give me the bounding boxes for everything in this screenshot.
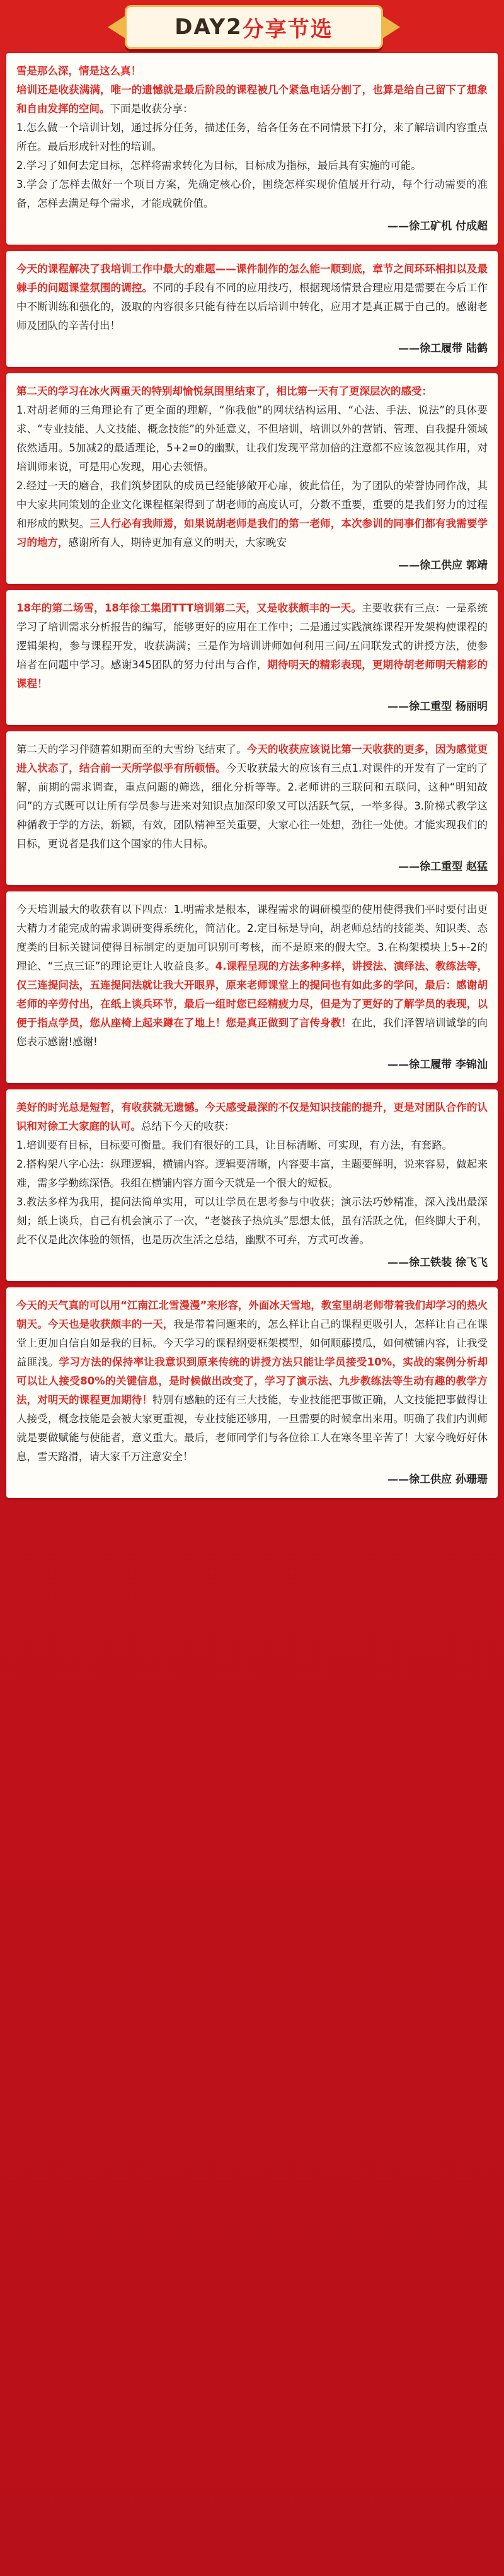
share-card-3 (6, 373, 498, 584)
card-5-lead: 今天的收获应该说比第一天收获的更多，因为感觉更进入状态了，结合前一天所学似乎有所顿悟。 (16, 743, 488, 774)
card-1-item-1: 1.怎么做一个培训计划，通过拆分任务，描述任务，给各任务在不同情景下打分，来了解培训内容重点所在。最后形成针对性的培训。 (16, 122, 488, 153)
share-card-5 (6, 731, 498, 885)
card-6-signature: ——徐工履带 李锦汕 (387, 1059, 488, 1071)
share-card-2 (6, 251, 498, 367)
card-3-item-1: 1.对胡老师的三角理论有了更全面的理解，“你我他”的网状结构运用、“心法、手法、说法”的具体要求、“专业技能、人文技能、概念技能”的外延意义，不但培训，培训以外的营销、管理、自我提升领域依然适用。5加减2的最适理论，5+2=0的幽默，让我们发现平常加倍的注意都不应该忽视其作用，对培训师来说，可是用心发现，用心去领悟。 (16, 404, 488, 473)
card-3-lead: 第二天的学习在冰火两重天的特别却愉悦氛围里结束了，相比第一天有了更深层次的感受： (16, 385, 432, 397)
share-card-6 (6, 891, 498, 1083)
card-6-text: 今天培训最大的收获有以下四点：1.明需求是根本，课程需求的调研模型的使用使得我们平时要付出更大精力才能完成的需求调研变得系统化，简洁化。2.定目标是导向，胡老师总结的技能类、知识类、态度类的目标关键词使得目标制定的更加可识别可考核，而不是原来的假大空。3.在构架模块上5+-2的理论、“三点三证”的理论更让人收益良多。 (16, 903, 488, 972)
card-6-tail-red: 4.课程呈现的方法多种多样，讲授法、演绎法、教练法等，仅三连提问法，五连提问法就让我大开眼界，原来老师课堂上的提问也有如此多的学问，最后：感谢胡老师的辛劳付出，在纸上谈兵环节，最后一组时您已经精疲力尽，但是为了更好的了解学员的表现，以便于指点学员，您从座椅上起来蹲在了地上！您是真正做到了言传身教！ (16, 960, 488, 1029)
share-card-7 (6, 1089, 498, 1281)
card-2-signature: ——徐工履带 陆鹤 (398, 342, 488, 355)
card-2-body (16, 260, 488, 335)
card-4-lead: 18年的第二场雪，18年徐工集团TTT培训第二天，又是收获颇丰的一天。 (16, 602, 362, 614)
card-7-item-1: 1.培训要有目标，目标要可衡量。我们有很好的工具，让目标清晰、可实现，有方法，有套路。 (16, 1139, 453, 1151)
card-6-body (16, 900, 488, 1052)
card-2-text: 不同的手段有不同的应用技巧，根据现场情景合理应用是需要在今后工作中不断训练和强化的，汲取的内容很多只能有待在以后培训中转化，应用才是真正属于自己的。感谢老师及团队的辛苦付出！ (16, 282, 488, 332)
card-7-signature: ——徐工铁装 徐飞飞 (387, 1256, 488, 1269)
card-1-signature: ——徐工矿机 付成超 (387, 220, 488, 233)
card-2-lead: 今天的课程解决了我培训工作中最大的难题——课件制作的怎么能一顺到底，章节之间环环相扣以及最棘手的问题课堂氛围的调控。 (16, 263, 488, 294)
page-title (125, 5, 383, 49)
card-4-body (16, 599, 488, 693)
card-1-red-body: 培训还是收获满满，唯一的遗憾就是最后阶段的课程被几个紧急电话分割了，也算是给自己留下了想象和自由发挥的空间。 (16, 84, 488, 115)
share-card-8 (6, 1287, 498, 1498)
card-8-lead: 今天的天气真的可以用“江南江北雪漫漫”来形容，外面冰天雪地，教室里胡老师带着我们却学习的热火朝天。今天也是收获颇丰的一天， (16, 1299, 488, 1330)
card-8-tail-red: 学习方法的保持率让我意识到原来传统的讲授方法只能让学员接受10%，实战的案例分析却可以让人接受80%的关键信息，是时候做出改变了，学习了演示法、九步教练法等生动有趣的教学方法，对明天的课程更加期待！ (16, 1356, 488, 1406)
card-3-item-2 (16, 477, 488, 552)
card-7-text: 总结下今天的收获： (141, 1120, 235, 1132)
card-1-lead: 雪是那么深，情是这么真！ (16, 65, 141, 77)
card-4-signature: ——徐工重型 杨丽明 (387, 700, 488, 713)
card-4-text: 主要收获有三点：一是系统学习了培训需求分析报告的编写，能够更好的应用在工作中；二是通过实践演练课程开发架构使课程的逻辑架构，参与课程开发，收获满满；三是作为培训讲师如何利用三问/五问联发式的讲授方法，使参培者在问题中学习。感谢345团队的努力付出与合作， (16, 602, 488, 671)
card-5-body (16, 740, 488, 854)
card-1-body (16, 62, 488, 119)
card-3-tail-text: 感谢所有人，期待更加有意义的明天，大家晚安 (68, 537, 287, 548)
card-1-item-2: 2.学习了如何去定目标，怎样将需求转化为目标，目标成为指标，最后具有实施的可能。 (16, 160, 421, 171)
card-3-item-2-text: 2.经过一天的磨合，我们筑梦团队的成员已经能够敞开心扉，彼此信任，为了团队的荣誉协同作战，其中大家共同策划的企业文化课程框架得到了胡老师的高度认可，分数不重要，重要的是我们努力的过程和形成的默契。 (16, 480, 488, 530)
card-7-body (16, 1098, 488, 1136)
card-8-tail-text: 特别有感触的还有三大技能，专业技能把事做正确，人文技能把事做得让人接受，概念技能是会被大家更重视，专业技能还够用，一旦需要的时候拿出来用。明确了我们内训师就是要做赋能与使能者，意义重大。最后，老师同学们与各位徐工人在寒冬里辛苦了！大家今晚好好休息，雪天路滑，请大家千万注意安全！ (16, 1394, 488, 1463)
card-8-signature: ——徐工供应 孙珊珊 (387, 1473, 488, 1486)
card-5-signature: ——徐工重型 赵猛 (398, 861, 488, 873)
card-8-body (16, 1296, 488, 1466)
share-card-4 (6, 590, 498, 725)
card-7-item-2: 2.搭构架八字心法：纵理逻辑，横铺内容。逻辑要清晰，内容要丰富，主题要鲜明，说来容易，做起来难，需多学勤练深悟。我组在横铺内容方面今天就是一个很大的短板。 (16, 1158, 488, 1189)
title-day: DAY2 (175, 15, 243, 40)
share-card-1 (6, 53, 498, 245)
card-1-text: 下面是收获分享： (110, 103, 193, 115)
card-5-text-2: 今天收获最大的应该有三点1.对课件的开发有了一定的了解，前期的需求调查，重点问题的筛选，细化分析等等。2.老师讲的三联问和五联问，这种“明知故问”的方式既可以让所有学员参与进来对知识点加深印象又可以活跃气氛，一举多得。3.阶梯式教学这种循教于学的方法，新颖，有效，团队精神至关重要，大家心往一处想，劲往一处使。才能实现我们的目标，更说者是我们这个国家的伟大目标。 (16, 762, 488, 850)
card-3-signature: ——徐工供应 郭靖 (398, 559, 488, 572)
card-1-item-3: 3.学会了怎样去做好一个项目方案，先确定核心价，围绕怎样实现价值展开行动，每个行动需要的准备，怎样去满足每个需求，才能成就价值。 (16, 178, 488, 209)
card-4-tail-red: 期待明天的精彩表现，更期待胡老师明天精彩的课程！ (16, 659, 488, 690)
header-banner (0, 0, 504, 58)
card-3-lead-p (16, 382, 488, 401)
card-3-tail-red: 三人行必有我师焉，如果说胡老师是我们的第一老师，本次参训的同事们都有我需要学习的地方， (16, 518, 488, 548)
card-7-lead: 美好的时光总是短暂，有收获就无遗憾。今天感受最深的不仅是知识技能的提升，更是对团队合作的认识和对徐工大家庭的认可。 (16, 1101, 488, 1132)
card-6-tail-text: 在此，我们泽智培训诚挚的向您表示感谢!感谢! (16, 1017, 488, 1048)
card-5-text: 第二天的学习伴随着如期而至的大雪纷飞结束了。 (16, 743, 247, 755)
card-7-item-3: 3.教法多样为我用，提问法简单实用，可以让学员在思考参与中收获；演示法巧妙精准，深入浅出最深刻；纸上谈兵，自己有机会演示了一次，“老婆孩子热炕头”思想太低，虽有活跃之优，但终脚大于利，此不仅是此次体验的领悟，也是历次生活之总结，幽默不可弃，方式可改善。 (16, 1196, 488, 1246)
card-8-text: 我是带着问题来的，怎么样让自己的课程更吸引人，怎样让自己在课堂上更加自信自如是我的目标。今天学习的课程纲要框架模型，如何顺藤摸瓜，如何横铺内容，让我受益匪浅。 (16, 1318, 488, 1368)
title-text: 分享节选 (242, 16, 333, 42)
